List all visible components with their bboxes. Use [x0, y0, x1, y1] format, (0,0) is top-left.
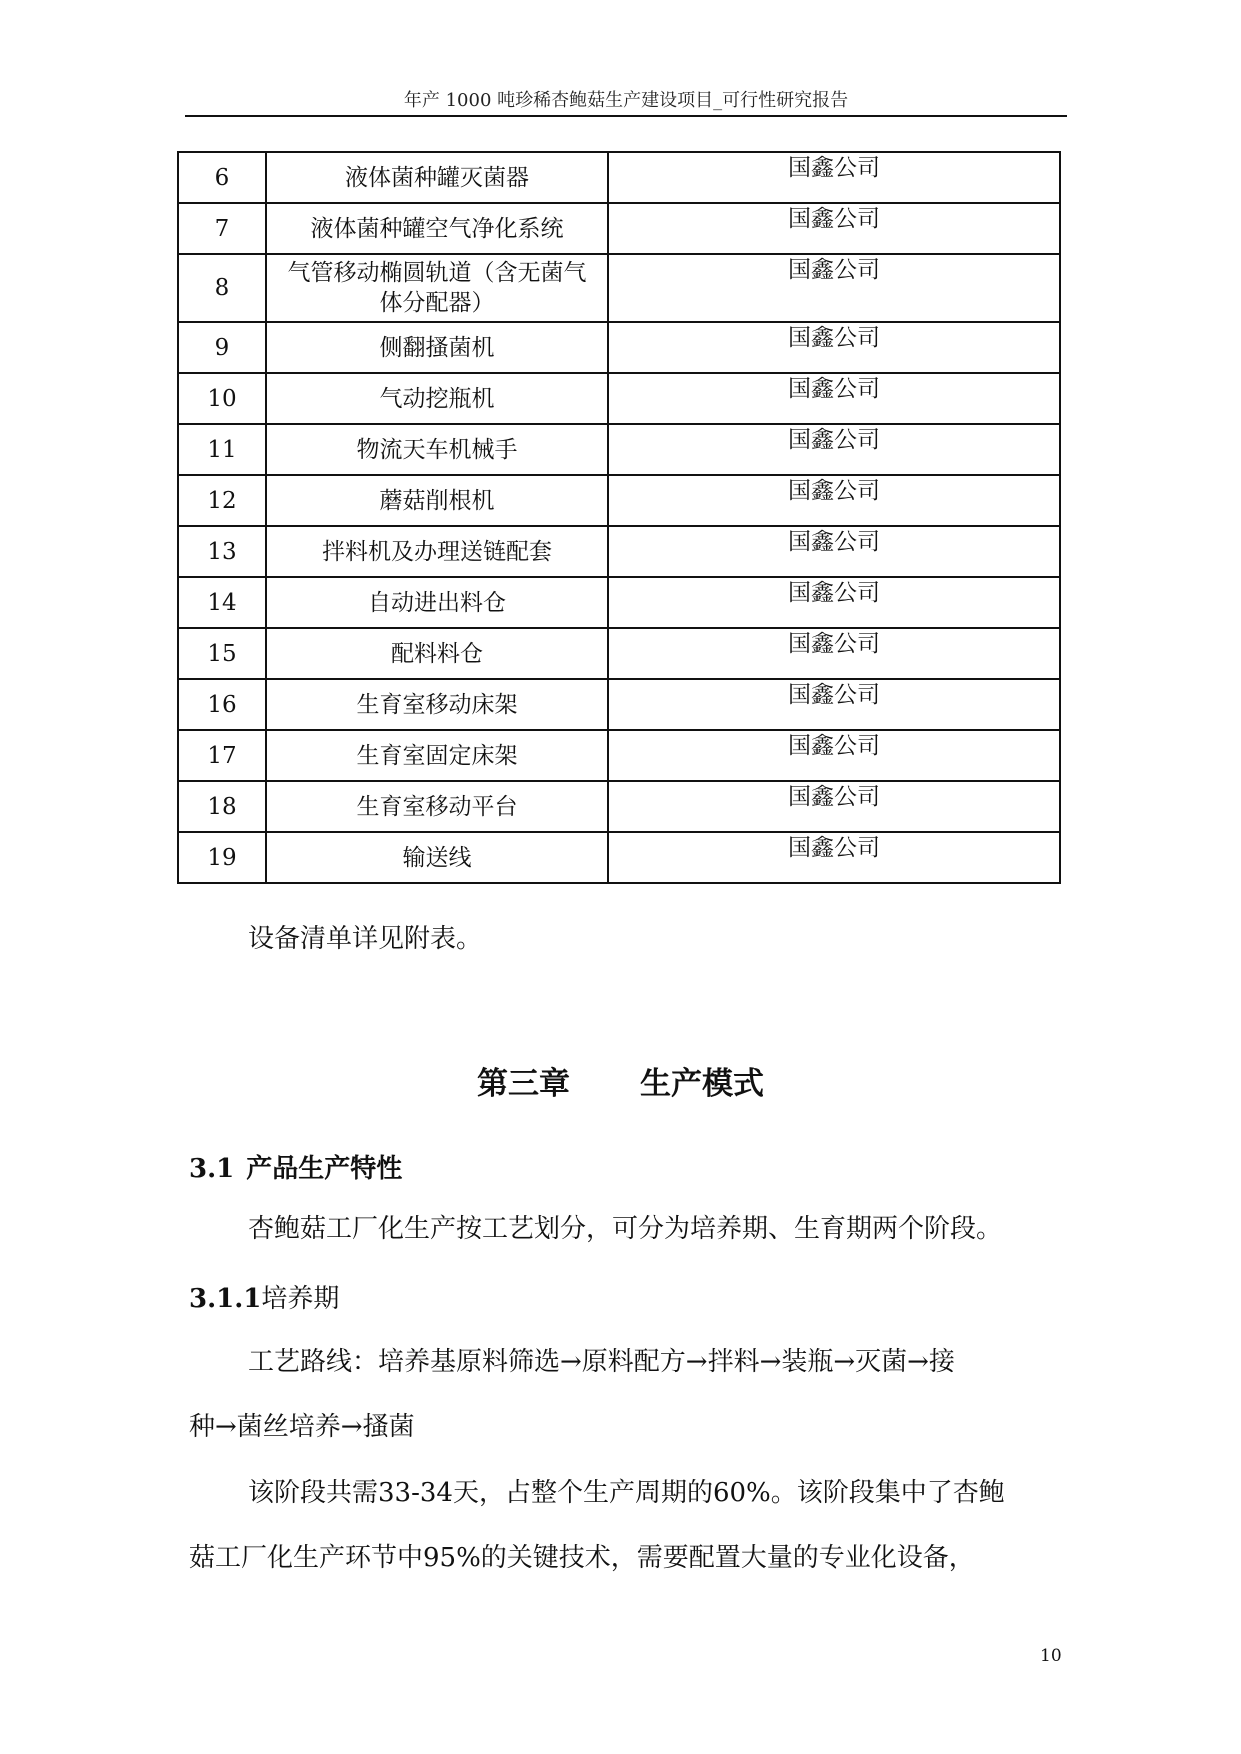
table-row: [178, 152, 1060, 203]
table-row: [178, 577, 1060, 628]
equipment-name: [266, 373, 608, 424]
equipment-name-line: 自动进出料仓: [368, 589, 506, 616]
row-number: 19: [178, 832, 266, 883]
subsection-title: 培养期: [261, 1284, 340, 1314]
section-title: 产品生产特性: [246, 1154, 403, 1184]
table-row: [178, 203, 1060, 254]
equipment-name: [266, 254, 608, 322]
equipment-name: [266, 679, 608, 730]
supplier: 国鑫公司: [608, 203, 1060, 254]
supplier: 国鑫公司: [608, 373, 1060, 424]
row-number: 8: [178, 254, 266, 322]
equipment-name: [266, 203, 608, 254]
supplier: 国鑫公司: [608, 424, 1060, 475]
table-row: [178, 628, 1060, 679]
equipment-name: [266, 424, 608, 475]
chapter-heading: [0, 1058, 1241, 1103]
stage-paragraph-line-2: 菇工厂化生产环节中95%的关键技术，需要配置大量的专业化设备，: [189, 1543, 975, 1573]
supplier: 国鑫公司: [608, 475, 1060, 526]
subsection-number: 3.1.1: [189, 1284, 262, 1314]
equipment-name-line: 侧翻搔菌机: [379, 334, 495, 361]
supplier: 国鑫公司: [608, 781, 1060, 832]
equipment-name: [266, 322, 608, 373]
row-number: 11: [178, 424, 266, 475]
page-number: 10: [1040, 1646, 1062, 1666]
equipment-name: [266, 781, 608, 832]
table-row: [178, 322, 1060, 373]
supplier: 国鑫公司: [608, 526, 1060, 577]
subsection-heading: [189, 1278, 339, 1315]
table-row: [178, 373, 1060, 424]
supplier: 国鑫公司: [608, 679, 1060, 730]
table-row: [178, 475, 1060, 526]
equipment-name-line: 拌料机及办理送链配套: [322, 538, 552, 565]
supplier: 国鑫公司: [608, 254, 1060, 322]
row-number: 18: [178, 781, 266, 832]
row-number: 6: [178, 152, 266, 203]
table-row: [178, 730, 1060, 781]
equipment-name: [266, 577, 608, 628]
row-number: 17: [178, 730, 266, 781]
table-row: [178, 526, 1060, 577]
row-number: 9: [178, 322, 266, 373]
section-intro: 杏鲍菇工厂化生产按工艺划分，可分为培养期、生育期两个阶段。: [248, 1214, 1003, 1244]
process-route-line-2: 种→菌丝培养→搔菌: [189, 1412, 415, 1442]
table-row: [178, 679, 1060, 730]
row-number: 7: [178, 203, 266, 254]
equipment-name: [266, 832, 608, 883]
equipment-name-line: 生育室移动平台: [356, 793, 518, 820]
row-number: 16: [178, 679, 266, 730]
running-header: 年产 1000 吨珍稀杏鲍菇生产建设项目_可行性研究报告: [403, 90, 849, 111]
equipment-name-line: 蘑菇削根机: [379, 487, 495, 514]
table-row: [178, 424, 1060, 475]
equipment-name-line: 生育室固定床架: [356, 742, 518, 769]
equipment-name-line: 物流天车机械手: [356, 436, 518, 463]
chapter-number: 第三章: [477, 1066, 570, 1102]
equipment-name-line: 输送线: [402, 844, 472, 871]
supplier: 国鑫公司: [608, 628, 1060, 679]
stage-paragraph-line-1: 该阶段共需33-34天，占整个生产周期的60%。该阶段集中了杏鲍: [248, 1478, 1005, 1508]
equipment-name: [266, 475, 608, 526]
equipment-note: 设备清单详见附表。: [248, 924, 483, 954]
header-rule: [185, 115, 1067, 117]
row-number: 12: [178, 475, 266, 526]
table-row: [178, 254, 1060, 322]
equipment-table-body: [178, 152, 1060, 883]
section-number: 3.1: [189, 1154, 235, 1184]
row-number: 14: [178, 577, 266, 628]
equipment-name-line: 液体菌种罐灭菌器: [345, 164, 529, 191]
row-number: 10: [178, 373, 266, 424]
equipment-name-line: 体分配器）: [379, 290, 495, 316]
supplier: 国鑫公司: [608, 577, 1060, 628]
process-route-line-1: 工艺路线：培养基原料筛选→原料配方→拌料→装瓶→灭菌→接: [248, 1347, 955, 1377]
supplier: 国鑫公司: [608, 730, 1060, 781]
section-heading: [189, 1148, 402, 1185]
supplier: 国鑫公司: [608, 832, 1060, 883]
table-row: [178, 832, 1060, 883]
equipment-name: [266, 526, 608, 577]
equipment-table: [177, 151, 1061, 884]
equipment-name-line: 气管移动椭圆轨道（含无菌气: [287, 260, 587, 286]
equipment-name-line: 气动挖瓶机: [379, 385, 495, 412]
equipment-name-line: 配料料仓: [391, 640, 483, 667]
equipment-name: [266, 152, 608, 203]
equipment-name-line: 生育室移动床架: [356, 691, 518, 718]
row-number: 15: [178, 628, 266, 679]
supplier: 国鑫公司: [608, 322, 1060, 373]
table-row: [178, 781, 1060, 832]
row-number: 13: [178, 526, 266, 577]
equipment-name: [266, 628, 608, 679]
chapter-title: 生产模式: [640, 1066, 764, 1102]
equipment-name-line: 液体菌种罐空气净化系统: [310, 215, 564, 242]
supplier: 国鑫公司: [608, 152, 1060, 203]
equipment-name: [266, 730, 608, 781]
